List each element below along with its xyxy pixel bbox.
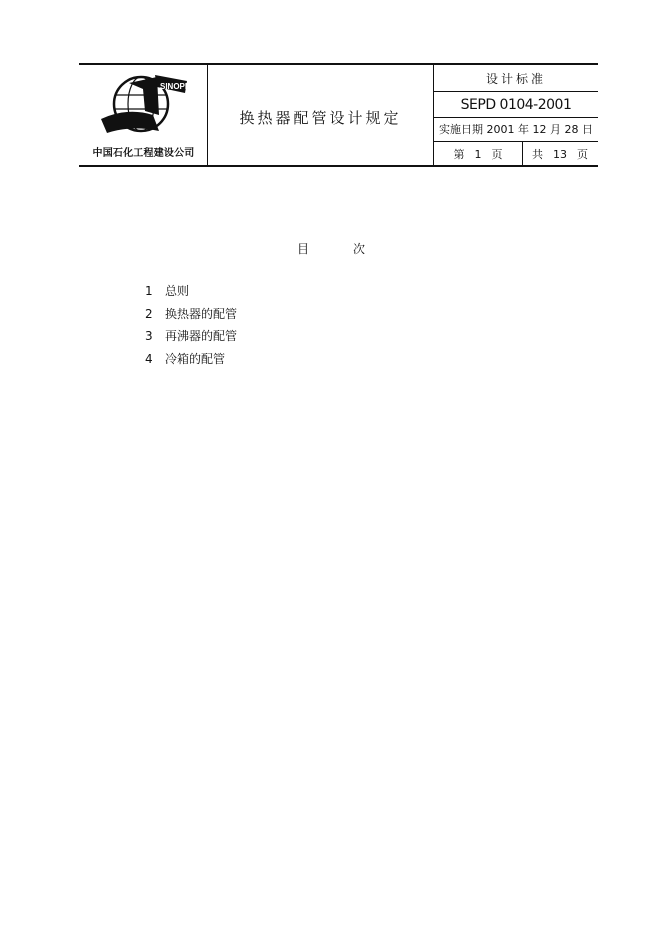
page-suffix: 页	[491, 148, 503, 161]
toc-item-number: 4	[145, 351, 153, 366]
toc-item-label: 换热器的配管	[165, 306, 238, 321]
toc-item-number: 3	[145, 329, 153, 343]
toc-item-number: 2	[145, 306, 153, 321]
toc-title-left: 目	[296, 242, 309, 256]
toc-item-label: 总则	[165, 284, 190, 298]
document-header	[79, 63, 598, 167]
toc-item[interactable]	[145, 283, 237, 306]
document-title: 换热器配管设计规定	[239, 108, 402, 127]
toc-item-label: 冷箱的配管	[165, 351, 226, 366]
toc-item-label: 再沸器的配管	[165, 329, 238, 343]
page-info	[434, 142, 598, 165]
toc-title-right: 次	[353, 242, 366, 256]
page-number	[434, 142, 523, 165]
total-prefix: 共	[532, 148, 543, 161]
title-cell	[208, 65, 434, 165]
toc-title	[0, 240, 662, 257]
company-name: 中国石化工程建设公司	[92, 148, 195, 159]
info-cell	[434, 65, 598, 165]
company-logo	[97, 71, 197, 141]
toc-item[interactable]	[145, 351, 237, 374]
page-prefix: 第	[453, 148, 465, 161]
total-suffix: 页	[577, 148, 588, 161]
toc-item[interactable]	[145, 306, 237, 329]
total-pages	[522, 142, 598, 165]
implementation-date: 实施日期 2001 年 12 月 28 日	[434, 118, 598, 142]
toc-item[interactable]	[145, 328, 237, 351]
logo-cell	[79, 65, 208, 165]
table-of-contents	[145, 283, 237, 373]
logo-lettering: SINOPEC	[160, 82, 197, 91]
standard-category: 设计标准	[434, 65, 598, 92]
total-num: 13	[553, 148, 567, 161]
page-num: 1	[474, 148, 482, 161]
toc-item-number: 1	[145, 284, 153, 298]
standard-code: SEPD 0104-2001	[434, 92, 598, 118]
